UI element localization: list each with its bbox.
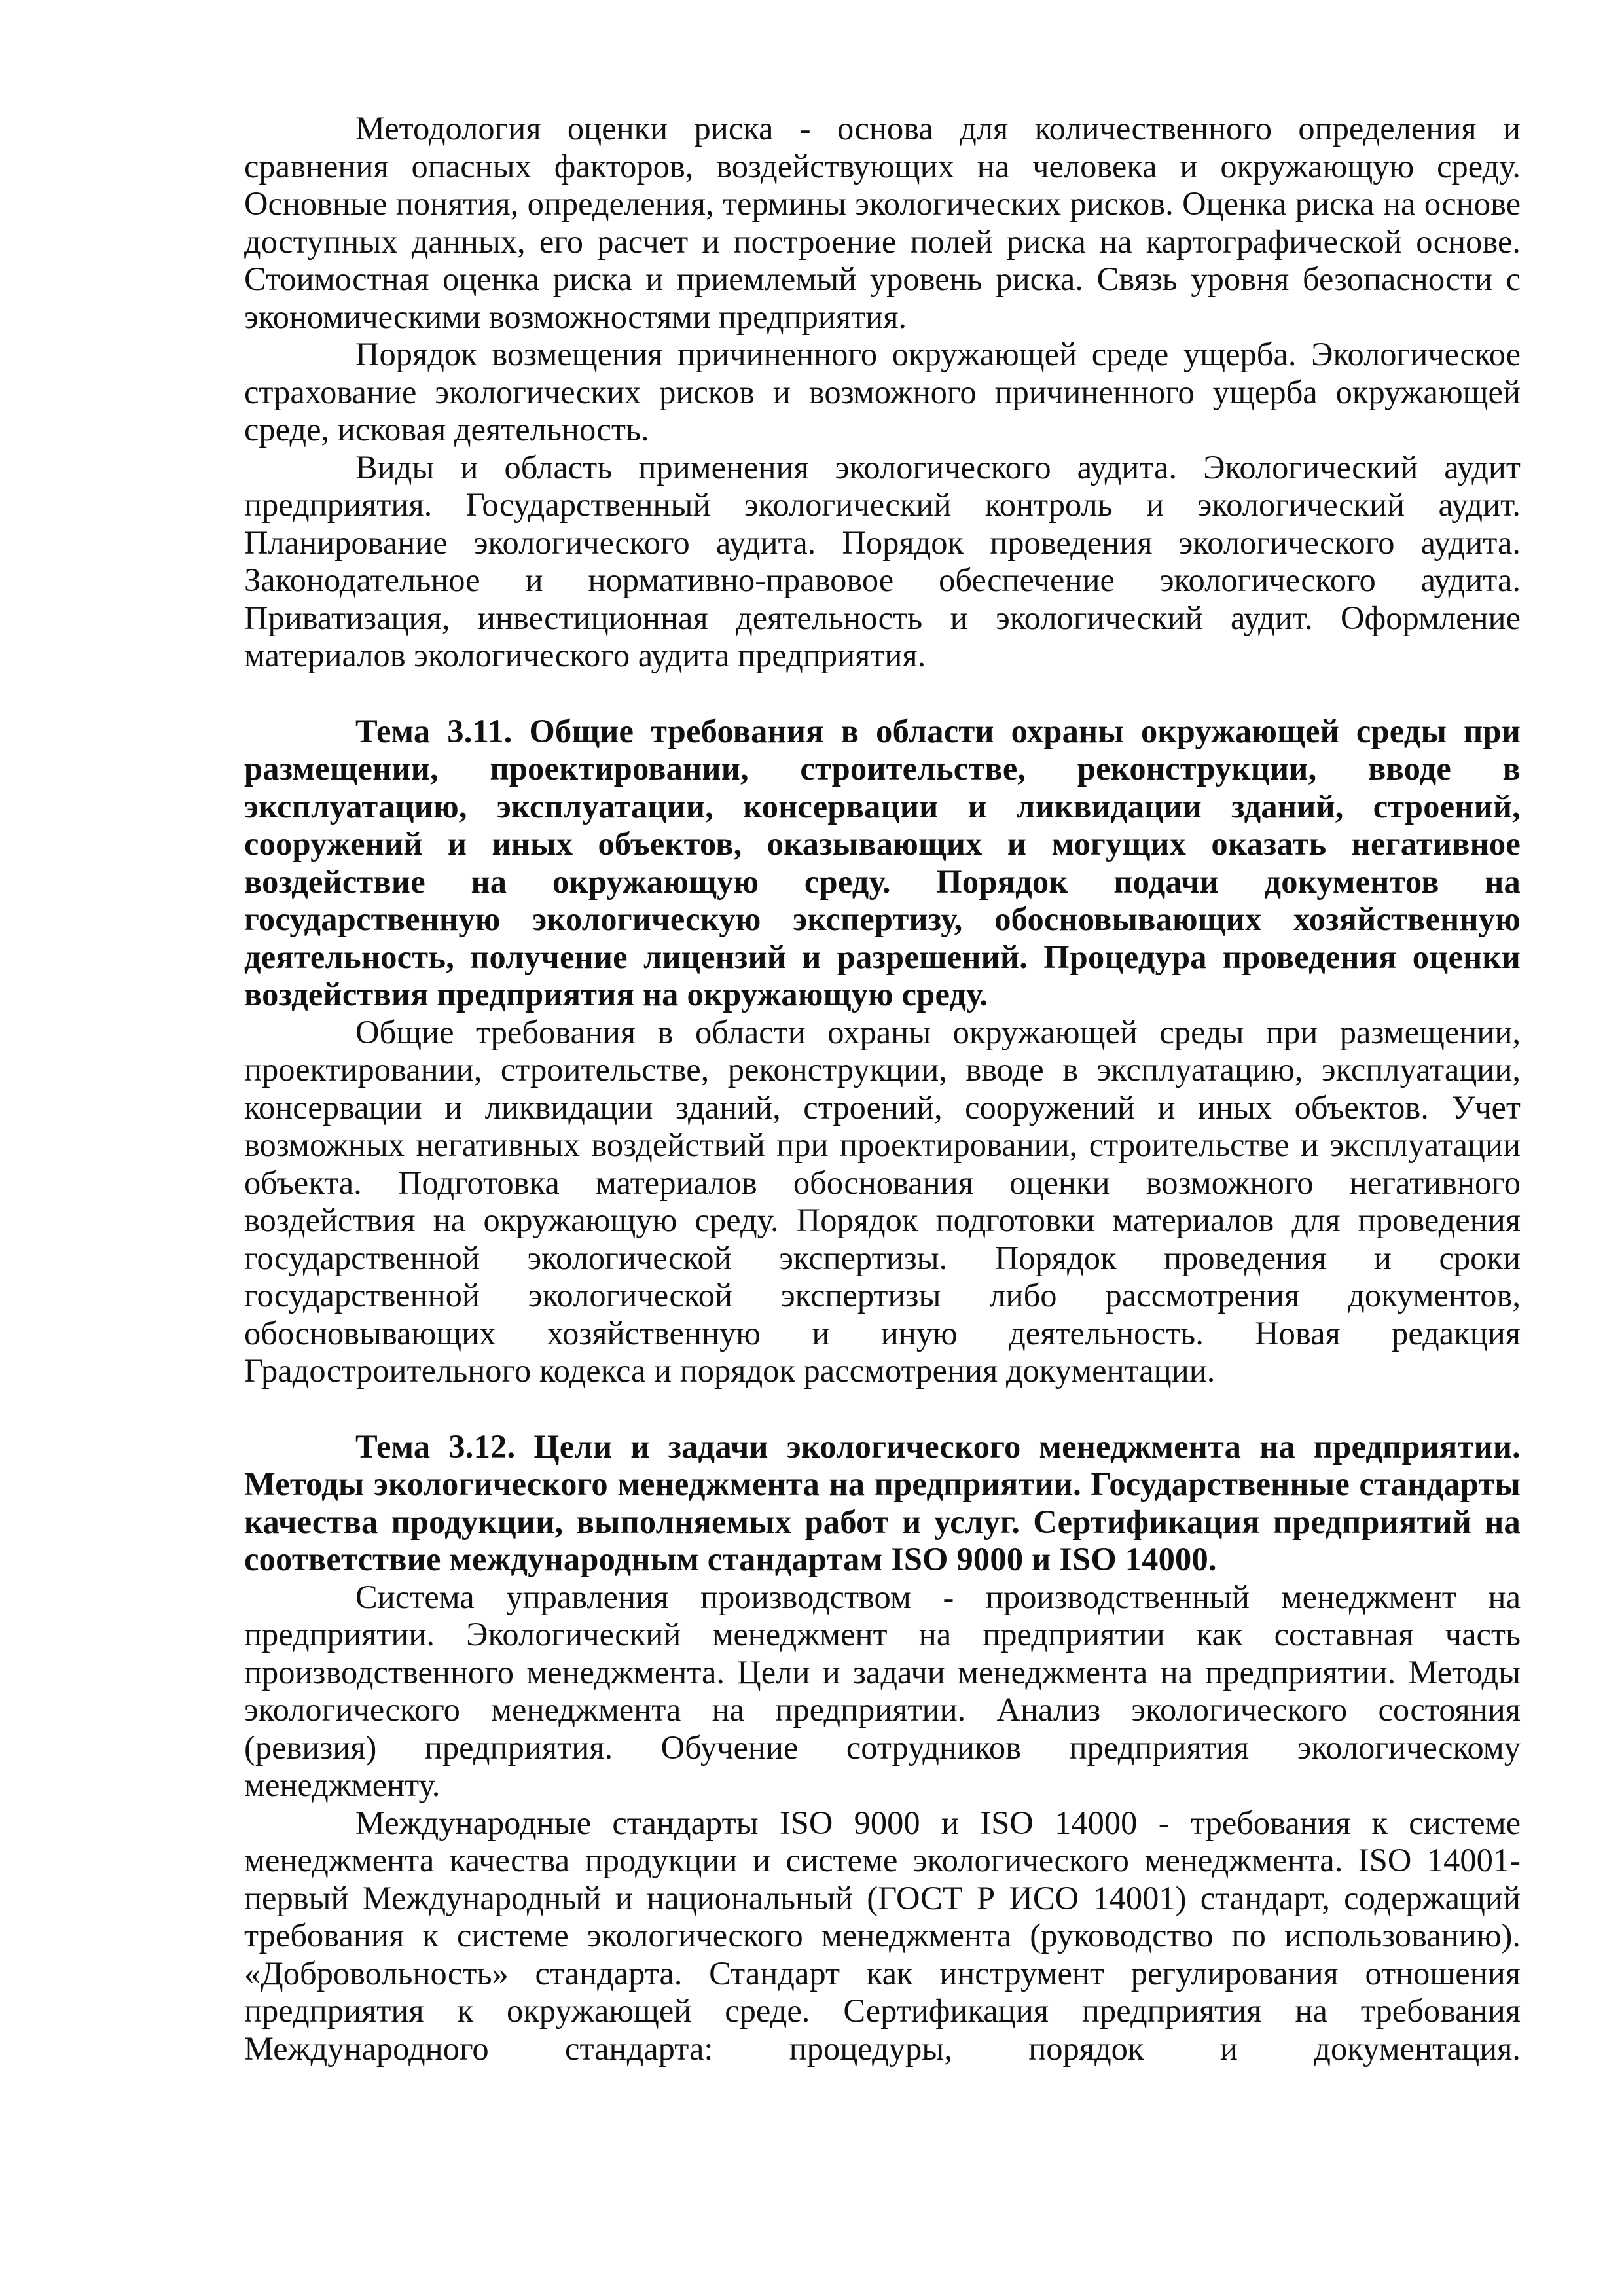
topic-3-12-body-management: Система управления производством - производственный менеджмент на предприятии. Экологический менеджмент на предприятии как составная часть производственного менеджмента. Цели и задачи менеджмента на предприятии. Методы экологического менеджмента на предприятии. Анализ экологического состояния (ревизия) предприятия. Обучение сотрудников предприятия экологическому менеджменту. [244, 1578, 1521, 1803]
document-page [244, 110, 1521, 2068]
topic-3-11-heading: Тема 3.11. Общие требования в области охраны окружающей среды при размещении, проектировании, строительстве, реконструкции, вводе в эксплуатацию, эксплуатации, консервации и ликвидации зданий, строений, сооружений и иных объектов, оказывающих и могущих оказать негативное воздействие на окружающую среду. Порядок подачи документов на государственную экологическую экспертизу, обосновывающих хозяйственную деятельность, получение лицензий и разрешений. Процедура проведения оценки воздействия предприятия на окружающую среду. [244, 712, 1521, 1013]
paragraph-risk-methodology: Методология оценки риска - основа для количественного определения и сравнения опасных факторов, воздействующих на человека и окружающую среду. Основные понятия, определения, термины экологических рисков. Оценка риска на основе доступных данных, его расчет и построение полей риска на картографической основе. Стоимостная оценка риска и приемлемый уровень риска. Связь уровня безопасности с экономическими возможностями предприятия. [244, 110, 1521, 335]
topic-3-12-heading: Тема 3.12. Цели и задачи экологического менеджмента на предприятии. Методы экологического менеджмента на предприятии. Государственные стандарты качества продукции, выполняемых работ и услуг. Сертификация предприятий на соответствие международным стандартам ISO 9000 и ISO 14000. [244, 1427, 1521, 1577]
paragraph-damage-compensation: Порядок возмещения причиненного окружающей среде ущерба. Экологическое страхование экологических рисков и возможного причиненного ущерба окружающей среде, исковая деятельность. [244, 336, 1521, 448]
topic-3-11-body: Общие требования в области охраны окружающей среды при размещении, проектировании, строительстве, реконструкции, вводе в эксплуатацию, эксплуатации, консервации и ликвидации зданий, строений, сооружений и иных объектов. Учет возможных негативных воздействий при проектировании, строительстве и эксплуатации объекта. Подготовка материалов обоснования оценки возможного негативного воздействия на окружающую среду. Порядок подготовки материалов для проведения государственной экологической экспертизы. Порядок проведения и сроки государственной экологической экспертизы либо рассмотрения документов, обосновывающих хозяйственную и иную деятельность. Новая редакция Градостроительного кодекса и порядок рассмотрения документации. [244, 1013, 1521, 1389]
paragraph-environmental-audit: Виды и область применения экологического аудита. Экологический аудит предприятия. Государственный экологический контроль и экологический аудит. Планирование экологического аудита. Порядок проведения экологического аудита. Законодательное и нормативно-правовое обеспечение экологического аудита. Приватизация, инвестиционная деятельность и экологический аудит. Оформление материалов экологического аудита предприятия. [244, 448, 1521, 673]
topic-3-12-body-iso-standards: Международные стандарты ISO 9000 и ISO 14000 - требования к системе менеджмента качества продукции и системе экологического менеджмента. ISO 14001- первый Международный и национальный (ГОСТ Р ИСО 14001) стандарт, содержащий требования к системе экологического менеджмента (руководство по использованию). «Добровольность» стандарта. Стандарт как инструмент регулирования отношения предприятия к окружающей среде. Сертификация предприятия на требования Международного стандарта: процедуры, порядок и документация. [244, 1804, 1521, 2067]
